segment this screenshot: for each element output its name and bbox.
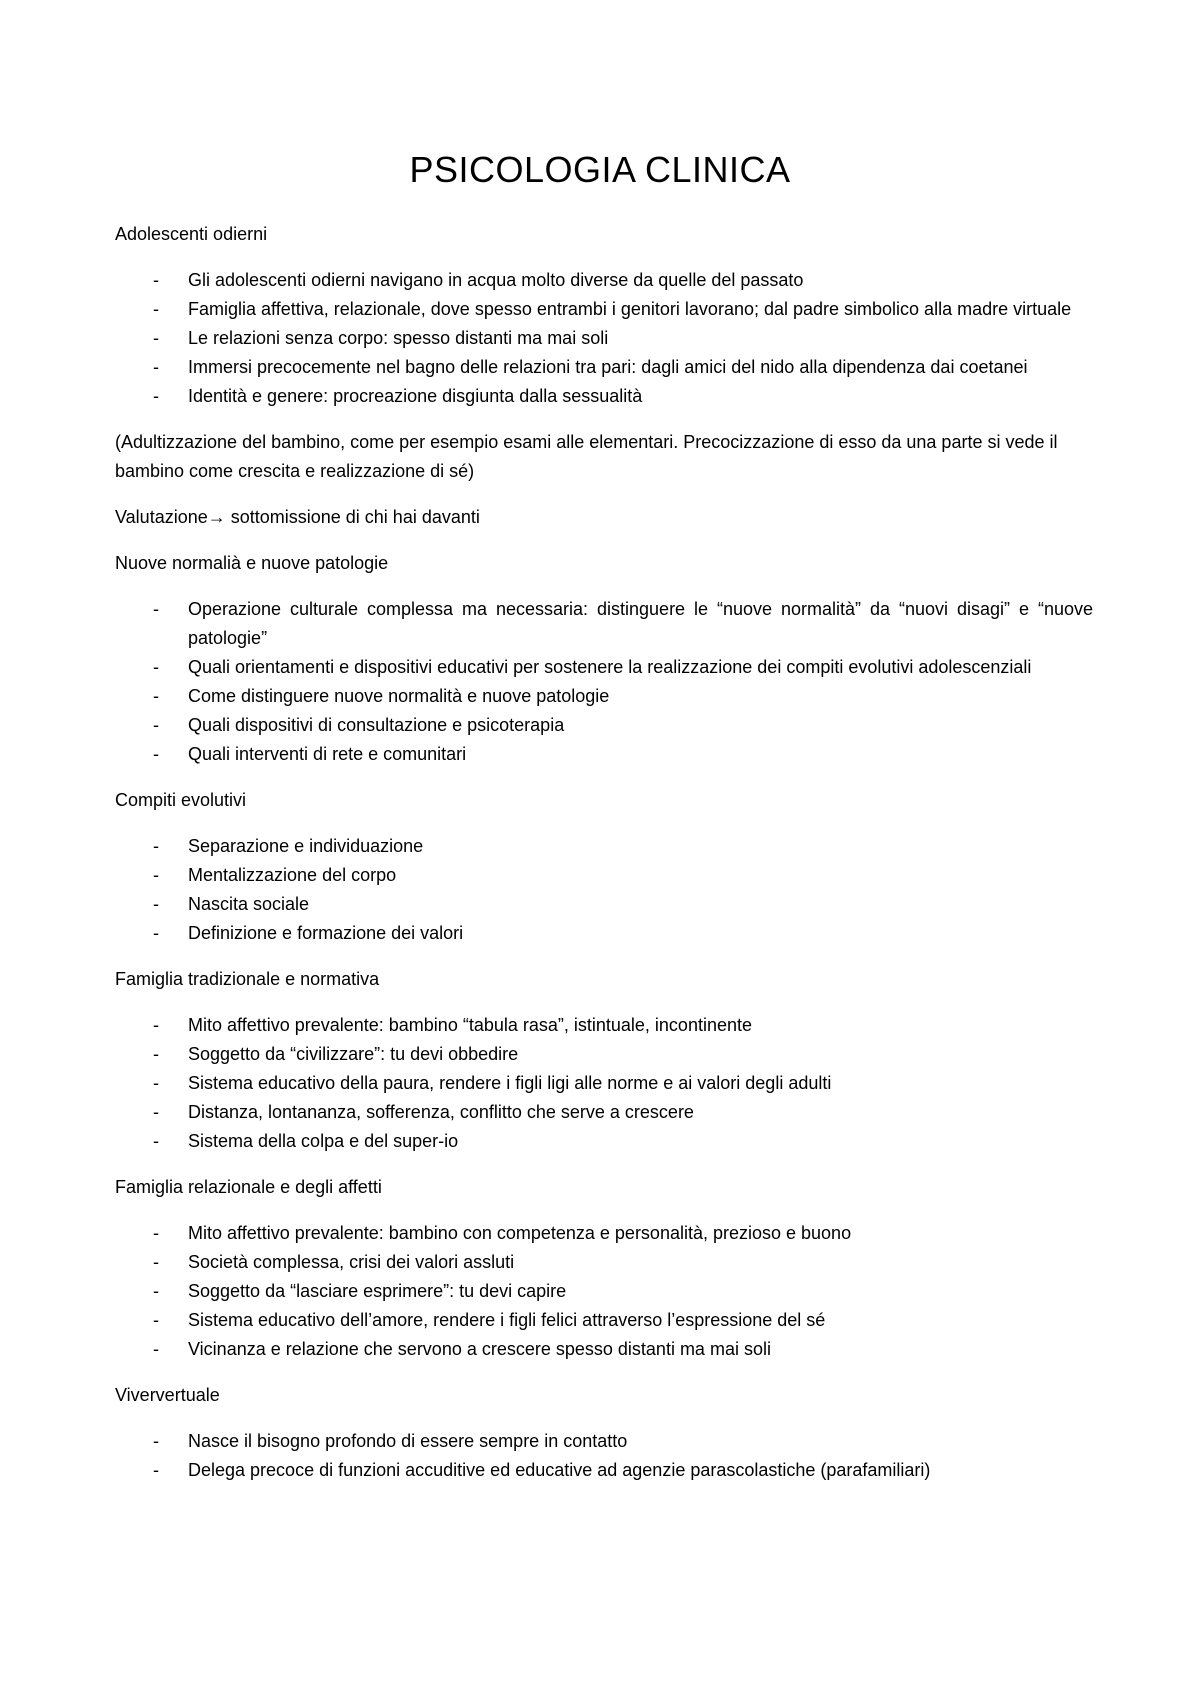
bullet-dash: - [153, 1339, 159, 1359]
bullet-dash: - [153, 299, 159, 319]
list-item-text: Delega precoce di funzioni accuditive ed educative ad agenzie parascolastiche (parafamiliari) [188, 1460, 931, 1480]
list-item [115, 1335, 1093, 1364]
list-item [115, 653, 1093, 682]
bullet-dash: - [153, 1015, 159, 1035]
list-item [115, 1069, 1093, 1098]
bullet-dash: - [153, 715, 159, 735]
bullet-dash: - [153, 1102, 159, 1122]
section-heading-virtuale: Viververtuale [115, 1385, 220, 1405]
list-item-text: Nascita sociale [188, 894, 310, 914]
list-virtuale [115, 1427, 1093, 1485]
bullet-dash: - [153, 657, 159, 677]
list-item [115, 682, 1093, 711]
list-item-text: Identità e genere: procreazione disgiunta dalla sessualità [188, 386, 643, 406]
page-title: PSICOLOGIA CLINICA [409, 149, 791, 190]
list-item [115, 324, 1093, 353]
list-item [115, 1040, 1093, 1069]
list-item-text: Distanza, lontananza, sofferenza, conflitto che serve a crescere [188, 1102, 694, 1122]
bullet-dash: - [153, 328, 159, 348]
list-item [115, 711, 1093, 740]
section-heading-relazionale: Famiglia relazionale e degli affetti [115, 1177, 382, 1197]
bullet-dash: - [153, 1460, 159, 1480]
list-item-text: Gli adolescenti odierni navigano in acqua molto diverse da quelle del passato [188, 270, 804, 290]
list-nuove [115, 595, 1093, 769]
bullet-dash: - [153, 599, 159, 619]
list-item [115, 1011, 1093, 1040]
bullet-dash: - [153, 1073, 159, 1093]
list-item-text: Vicinanza e relazione che servono a crescere spesso distanti ma mai soli [188, 1339, 771, 1359]
note-valutazione: Valutazione→ sottomissione di chi hai davanti [115, 507, 480, 527]
list-item [115, 295, 1093, 324]
bullet-dash: - [153, 1281, 159, 1301]
list-item-text: Immersi precocemente nel bagno delle relazioni tra pari: dagli amici del nido alla dipendenza dai coetanei [188, 357, 1028, 377]
bullet-dash: - [153, 270, 159, 290]
list-compiti [115, 832, 1093, 948]
list-item-text: Sistema educativo della paura, rendere i figli ligi alle norme e ai valori degli adulti [188, 1073, 832, 1093]
list-item-text: Quali interventi di rete e comunitari [188, 744, 467, 764]
list-item-text: Soggetto da “lasciare esprimere”: tu devi capire [188, 1281, 567, 1301]
list-item-text: Definizione e formazione dei valori [188, 923, 464, 943]
bullet-dash: - [153, 923, 159, 943]
bullet-dash: - [153, 1131, 159, 1151]
list-item-text: Nasce il bisogno profondo di essere sempre in contatto [188, 1431, 628, 1451]
note-adultizzazione: (Adultizzazione del bambino, come per esempio esami alle elementari. Precocizzazione di esso da una parte si vede il bambino come crescita e realizzazione di sé) [115, 432, 1058, 481]
list-item [115, 1219, 1093, 1248]
list-item-text: Quali dispositivi di consultazione e psicoterapia [188, 715, 565, 735]
section-heading-tradizionale: Famiglia tradizionale e normativa [115, 969, 380, 989]
list-item [115, 382, 1093, 411]
list-tradizionale [115, 1011, 1093, 1156]
bullet-dash: - [153, 1223, 159, 1243]
list-item-text: Separazione e individuazione [188, 836, 424, 856]
bullet-dash: - [153, 894, 159, 914]
bullet-dash: - [153, 836, 159, 856]
list-item [115, 890, 1093, 919]
list-item [115, 1277, 1093, 1306]
list-item-text: Operazione culturale complessa ma necessaria: distinguere le “nuove normalità” da “nuovi disagi” e “nuove patologie” [188, 599, 1093, 648]
bullet-dash: - [153, 1431, 159, 1451]
list-item-text: Famiglia affettiva, relazionale, dove spesso entrambi i genitori lavorano; dal padre simbolico alla madre virtuale [188, 299, 1072, 319]
list-item [115, 266, 1093, 295]
list-item-text: Mito affettivo prevalente: bambino con competenza e personalità, prezioso e buono [188, 1223, 852, 1243]
list-item-text: Soggetto da “civilizzare”: tu devi obbedire [188, 1044, 519, 1064]
list-item-text: Mentalizzazione del corpo [188, 865, 397, 885]
bullet-dash: - [153, 744, 159, 764]
list-item-text: Le relazioni senza corpo: spesso distanti ma mai soli [188, 328, 609, 348]
section-heading-adolescenti: Adolescenti odierni [115, 224, 268, 244]
bullet-dash: - [153, 1252, 159, 1272]
bullet-dash: - [153, 357, 159, 377]
list-item [115, 832, 1093, 861]
list-item [115, 1306, 1093, 1335]
list-item-text: Mito affettivo prevalente: bambino “tabula rasa”, istintuale, incontinente [188, 1015, 752, 1035]
list-item [115, 1456, 1093, 1485]
list-item [115, 919, 1093, 948]
bullet-dash: - [153, 865, 159, 885]
list-item-text: Quali orientamenti e dispositivi educativi per sostenere la realizzazione dei compiti evolutivi adolescenziali [188, 657, 1032, 677]
document-body [115, 220, 1093, 1485]
list-item-text: Società complessa, crisi dei valori assluti [188, 1252, 515, 1272]
list-item-text: Come distinguere nuove normalità e nuove patologie [188, 686, 610, 706]
list-item [115, 1098, 1093, 1127]
list-item-text: Sistema educativo dell’amore, rendere i figli felici attraverso l’espressione del sé [188, 1310, 826, 1330]
bullet-dash: - [153, 686, 159, 706]
list-item [115, 353, 1093, 382]
list-relazionale [115, 1219, 1093, 1364]
list-item [115, 740, 1093, 769]
list-adolescenti [115, 266, 1093, 411]
section-heading-compiti: Compiti evolutivi [115, 790, 247, 810]
list-item [115, 595, 1093, 653]
list-item [115, 1248, 1093, 1277]
bullet-dash: - [153, 386, 159, 406]
section-heading-nuove: Nuove normalià e nuove patologie [115, 553, 389, 573]
list-item [115, 861, 1093, 890]
list-item [115, 1127, 1093, 1156]
list-item-text: Sistema della colpa e del super-io [188, 1131, 459, 1151]
bullet-dash: - [153, 1044, 159, 1064]
bullet-dash: - [153, 1310, 159, 1330]
list-item [115, 1427, 1093, 1456]
